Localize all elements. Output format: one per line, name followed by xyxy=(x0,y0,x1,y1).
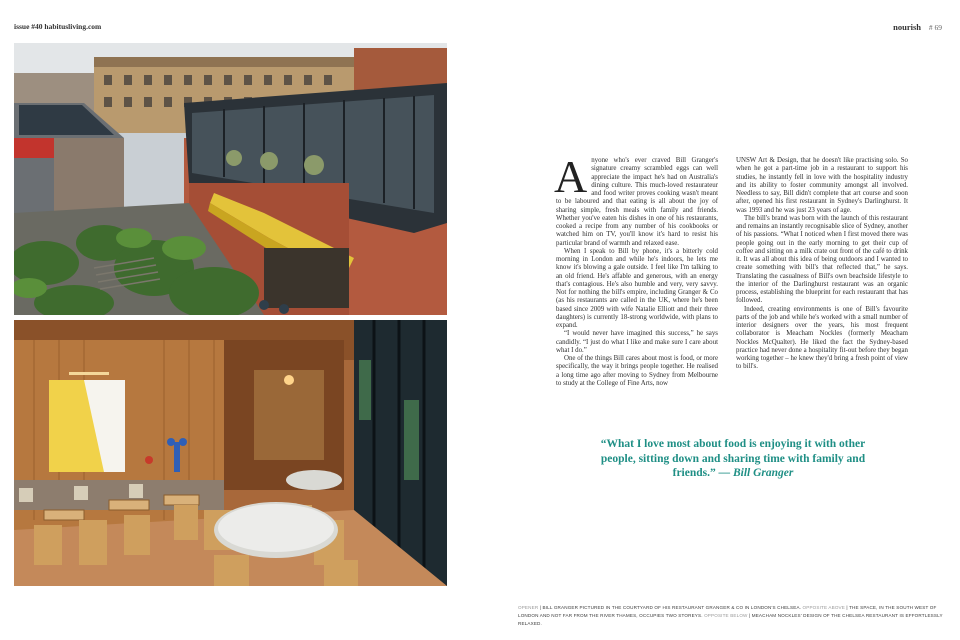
paragraph: UNSW Art & Design, that he doesn't like practising solo. So when he got a part-time job in a restaurant to support his studies, he instantly fell in love with the hospitality industry and its ability to foster community amongst all involved. Needless to say, Bill didn't complete that art course and soon after, opened his first restaurant in Sydney's Darlinghurst. It was 1993 and he was just 23 years of age. xyxy=(736,157,908,214)
paragraph: When I speak to Bill by phone, it's a bitterly cold morning in London and while he's indoors, he lets me know it's blowing a gale outside. I feel like I'm talking to an old friend. He's affable and generous, with an energy that's contagious. He's also humble and very, very savvy. Not for nothing the bill's empire, including Granger & Co (as his restaurants are called in the UK, where he's been based since 2009 with wife Natalie Elliott and their three daughters) is currently 18-strong worldwide, with plans to expand. xyxy=(556,247,718,329)
dining-room-illustration xyxy=(14,320,447,586)
pull-quote xyxy=(585,437,881,481)
article-column-2 xyxy=(736,157,908,372)
page-header-left xyxy=(14,22,101,31)
paragraph xyxy=(554,151,718,248)
paragraph: One of the things Bill cares about most is food, or more specifically, the way it brings people together. He realised a long time ago after moving to Sydney from Melbourne to study at the College of Fine Arts, now xyxy=(556,355,718,387)
caption-separator: | xyxy=(844,605,850,610)
section-name: nourish xyxy=(893,22,921,32)
caption-text-opposite-below: MEACHAM NOCKLES' DESIGN OF THE CHELSEA RESTAURANT IS EFFORTLESSLY RELAXED. xyxy=(518,613,943,626)
drop-cap: A xyxy=(554,151,588,202)
issue-number: issue #40 xyxy=(14,22,43,31)
caption-label-opener: OPENER xyxy=(518,605,539,610)
pull-quote-text: “What I love most about food is enjoying it with other people, sitting down and sharing time with family and friends.” xyxy=(600,438,866,479)
paragraph: Indeed, creating environments is one of Bill's favourite parts of the job and while he's worked with a small number of interior designers over the years, his most frequent collaborator is Meacham Nockles (formerly Meacham Nockles McQualter). He liked the fact the Sydney-based practice had never done a hospitality fit-out before they began working together – he knew they'd bring a fresh point of view to bill's. xyxy=(736,305,908,371)
page-header-right xyxy=(893,22,942,32)
photo-dining-room xyxy=(14,320,447,586)
caption-label-opposite-above: OPPOSITE ABOVE xyxy=(802,605,845,610)
caption-text-opener: BILL GRANGER PICTURED IN THE COURTYARD OF HIS RESTAURANT GRANGER & CO IN LONDON'S CHELSEA. xyxy=(542,605,802,610)
page-number: # 69 xyxy=(928,23,942,32)
paragraph: “I would never have imagined this success,” he says candidly. “I just do what I like and make sure I care about what I do.” xyxy=(556,330,718,354)
pull-quote-attribution: — Bill Granger xyxy=(715,467,794,479)
article-column-1 xyxy=(554,151,718,388)
caption-label-opposite-below: OPPOSITE BELOW xyxy=(704,613,748,618)
caption-text-opposite-above: THE SPACE, IN THE SOUTH WEST OF LONDON AND NOT FAR FROM THE RIVER THAMES, OCCUPIES TWO STOREYS. xyxy=(518,605,937,618)
photo-caption xyxy=(518,604,950,628)
courtyard-illustration xyxy=(14,43,447,315)
website[interactable]: habitusliving.com xyxy=(44,22,102,31)
caption-separator: | xyxy=(747,613,752,618)
paragraph-text: nyone who's ever craved Bill Granger's signature creamy scrambled eggs can well appreciate the impact he's had on Australia's dining culture. This much-loved restaurateur and food writer proves cooking wasn't meant to be laboured and that eating is all about the joy of sharing simple, fresh meals with family and friends. Whether you've eaten his dishes in one of his restaurants, cooked a recipe from any number of his cookbooks or watched him on TV, you'll know it's hard to resist his particular brand of warmth and relaxed ease. xyxy=(556,157,718,247)
photo-courtyard xyxy=(14,43,447,315)
paragraph: The bill's brand was born with the launch of this restaurant and remains an instantly recognisable slice of Sydney, another of his passions. “What I noticed when I first moved there was people going out in the early morning to get their cup of coffee and sitting on a milk crate out front of the café to drink it. It was all about this idea of being outdoors and I wanted to create something with bill's that reflected that,” he says. Translating the casualness of Bill's own beachside lifestyle to the interior of the Darlinghurst restaurant was an organic process, establishing the blueprint for each restaurant that has followed. xyxy=(736,214,908,305)
caption-separator: | xyxy=(538,605,543,610)
